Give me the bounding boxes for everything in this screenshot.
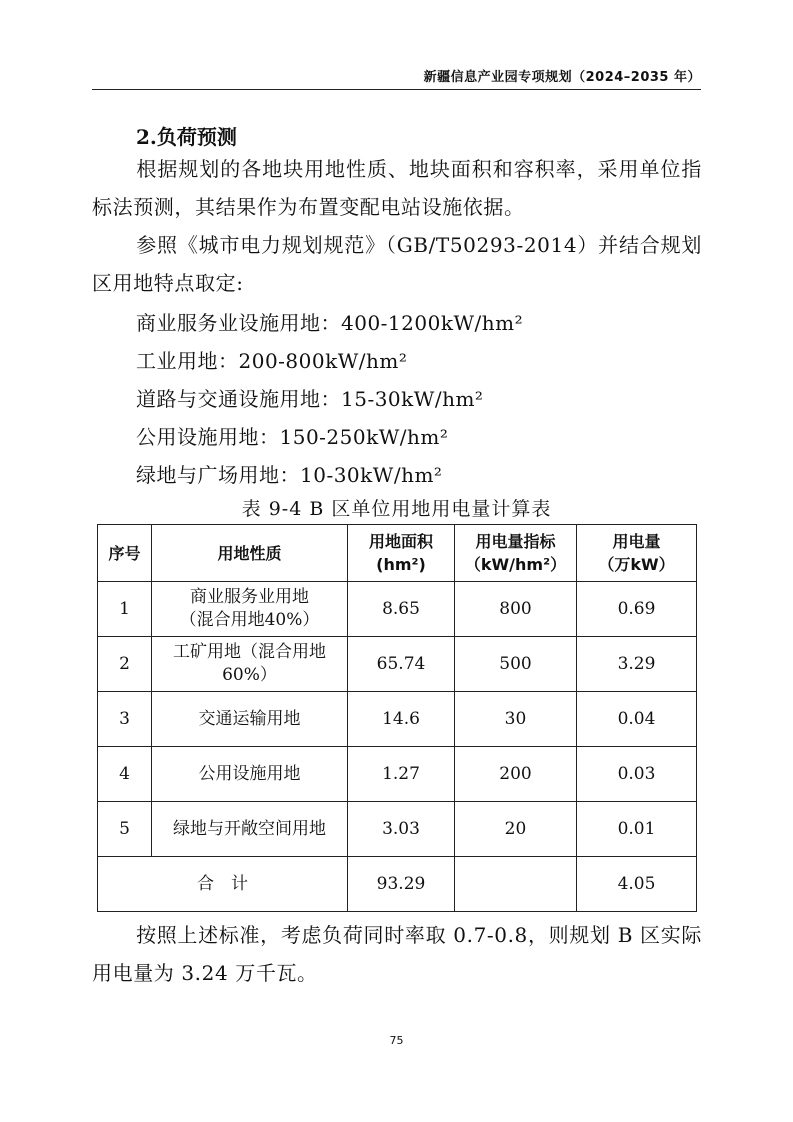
cell-area: 14.6 [348,692,455,747]
header-index: 用电量指标 （kW/hm²） [455,525,577,582]
cell-load: 0.69 [577,582,697,637]
table-caption: 表 9-4 B 区单位用地用电量计算表 [241,498,552,520]
cell-load: 0.03 [577,747,697,802]
cell-load: 0.04 [577,692,697,747]
cell-index: 500 [455,637,577,692]
cell-seq: 4 [98,747,152,802]
section-heading: 2.负荷预测 [136,125,237,149]
cell-land-type: 工矿用地（混合用地 60%） [152,637,348,692]
indicator-industrial: 工业用地：200-800kW/hm² [136,349,408,373]
indicator-transport: 道路与交通设施用地：15-30kW/hm² [136,387,484,411]
table-row [98,637,697,692]
header-load: 用电量 （万kW） [577,525,697,582]
cell-load: 0.01 [577,802,697,857]
table-header-row [98,525,697,582]
cell-index: 200 [455,747,577,802]
running-header-title: 新疆信息产业园专项规划（2024–2035 年） [423,70,701,85]
total-load: 4.05 [577,857,697,912]
cell-land-type: 交通运输用地 [152,692,348,747]
cell-index: 30 [455,692,577,747]
indicator-commercial: 商业服务业设施用地：400-1200kW/hm² [136,311,524,335]
indicator-utilities: 公用设施用地：150-250kW/hm² [136,425,449,449]
table-row [98,692,697,747]
paragraph-reference-text: 参照《城市电力规划规范》（GB/T50293-2014）并结合规划区用地特点取定: [92,233,702,295]
paragraph-reference [92,226,702,302]
cell-load: 3.29 [577,637,697,692]
table-row [98,802,697,857]
cell-index: 800 [455,582,577,637]
header-land-type: 用地性质 [152,525,348,582]
table-row [98,582,697,637]
paragraph-conclusion-text: 按照上述标准，考虑负荷同时率取 0.7-0.8，则规划 B 区实际用电量为 3.24 万千瓦。 [92,923,702,985]
indicator-greenland: 绿地与广场用地：10-30kW/hm² [136,463,443,487]
paragraph-method [92,150,702,226]
total-label: 合 计 [98,857,348,912]
paragraph-method-text: 根据规划的各地块用地性质、地块面积和容积率，采用单位指标法预测，其结果作为布置变配电站设施依据。 [92,157,702,219]
cell-seq: 5 [98,802,152,857]
cell-area: 1.27 [348,747,455,802]
cell-index: 20 [455,802,577,857]
total-area: 93.29 [348,857,455,912]
header-area: 用地面积 (hm²) [348,525,455,582]
cell-land-type: 公用设施用地 [152,747,348,802]
cell-seq: 3 [98,692,152,747]
cell-area: 8.65 [348,582,455,637]
cell-seq: 1 [98,582,152,637]
header-seq: 序号 [98,525,152,582]
header-rule [92,89,701,90]
load-calculation-table [97,524,697,912]
total-index [455,857,577,912]
table-row [98,747,697,802]
cell-land-type: 商业服务业用地 （混合用地40%） [152,582,348,637]
table-total-row [98,857,697,912]
cell-seq: 2 [98,637,152,692]
paragraph-conclusion [92,916,702,992]
page-number: 75 [389,1034,404,1047]
cell-land-type: 绿地与开敞空间用地 [152,802,348,857]
cell-area: 65.74 [348,637,455,692]
cell-area: 3.03 [348,802,455,857]
